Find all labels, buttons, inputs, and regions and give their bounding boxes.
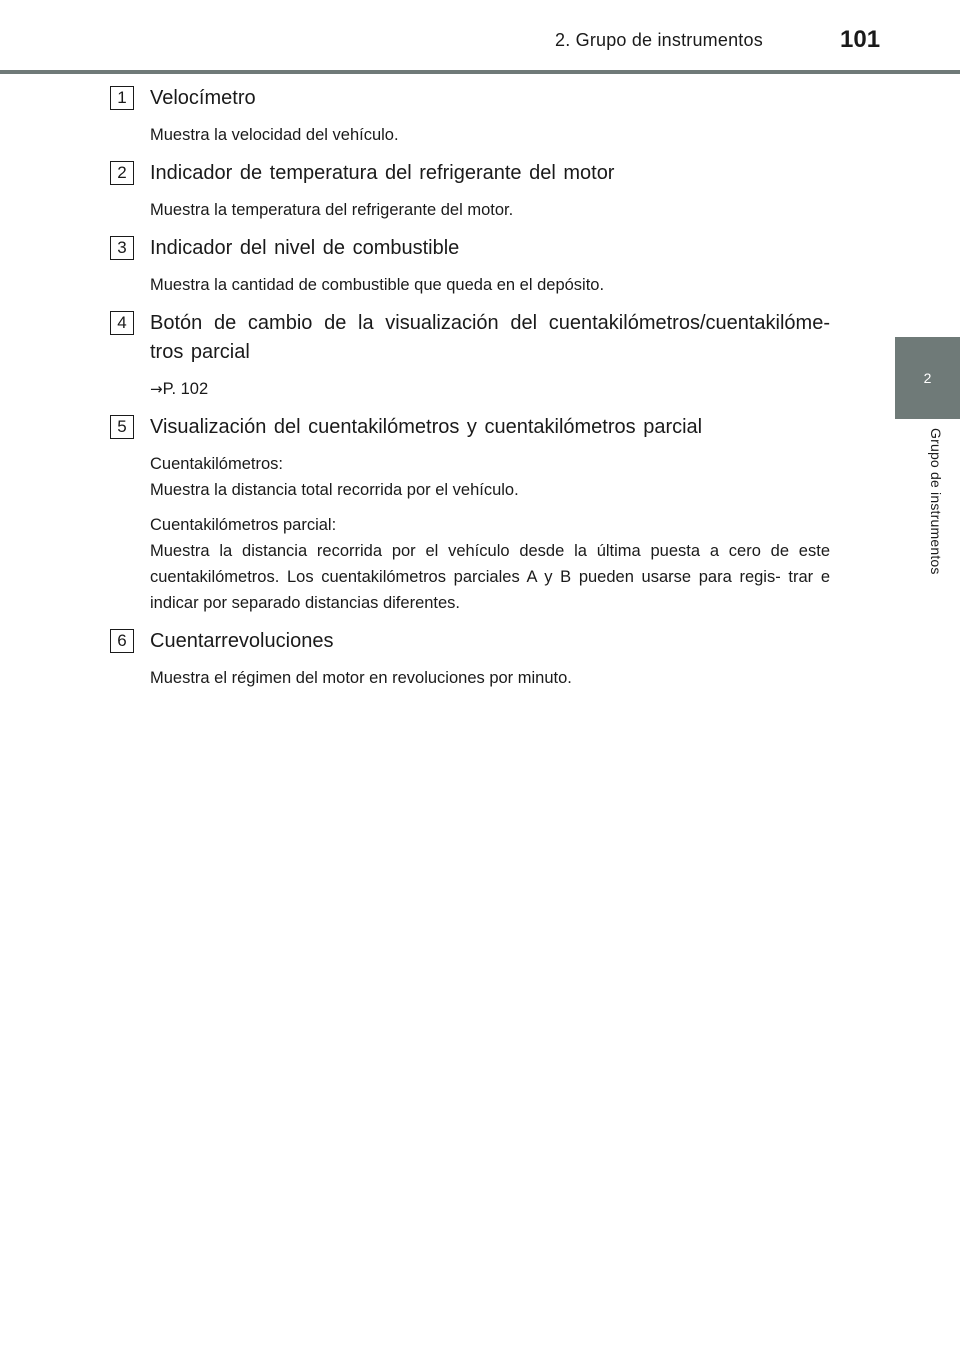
item-title: Velocímetro bbox=[150, 87, 256, 109]
item-title: Indicador de temperatura del refrigerante del motor bbox=[150, 162, 615, 184]
section-title: 2. Grupo de instrumentos bbox=[555, 30, 763, 50]
item-number-badge: 3 bbox=[110, 236, 134, 260]
item-title: Visualización del cuentakilómetros y cuentakilómetros parcial bbox=[150, 416, 703, 438]
item-title: Indicador del nivel de combustible bbox=[150, 237, 460, 259]
body-paragraph: Cuentakilómetros: bbox=[150, 455, 283, 473]
page-reference-text: P. 102 bbox=[162, 380, 209, 398]
item-body bbox=[150, 376, 830, 402]
item-number-badge: 6 bbox=[110, 629, 134, 653]
body-paragraph: Cuentakilómetros parcial: bbox=[150, 516, 337, 534]
item-title: Cuentarrevoluciones bbox=[150, 630, 334, 652]
list-item bbox=[110, 234, 830, 298]
body-paragraph: Muestra la temperatura del refrigerante del motor. bbox=[150, 201, 514, 219]
item-title: Botón de cambio de la visualización del cuentakilómetros/cuentakilóme- tros parcial bbox=[150, 312, 830, 363]
list-item bbox=[110, 84, 830, 148]
item-number-badge: 4 bbox=[110, 311, 134, 335]
item-body bbox=[150, 272, 830, 298]
item-list bbox=[110, 84, 830, 691]
item-number-badge: 2 bbox=[110, 161, 134, 185]
header-rule bbox=[0, 70, 960, 74]
body-paragraph: Muestra la distancia recorrida por el vehículo desde la última puesta a cero de este cuentakilómetros. Los cuentakilómetros parciales A y B pueden usarse para regis- trar e indicar por separado distancias diferentes. bbox=[150, 542, 830, 612]
list-item bbox=[110, 159, 830, 223]
page-reference bbox=[150, 376, 830, 402]
body-paragraph: Muestra el régimen del motor en revoluciones por minuto. bbox=[150, 669, 572, 687]
body-paragraph: Muestra la distancia total recorrida por el vehículo. bbox=[150, 481, 519, 499]
body-paragraph: Muestra la velocidad del vehículo. bbox=[150, 126, 399, 144]
chapter-label: Grupo de instrumentos bbox=[928, 428, 944, 575]
list-item bbox=[110, 627, 830, 691]
page-number: 101 bbox=[840, 26, 881, 53]
chapter-tab bbox=[895, 337, 960, 419]
item-body bbox=[150, 451, 830, 616]
item-number-badge: 1 bbox=[110, 86, 134, 110]
item-body bbox=[150, 197, 830, 223]
list-item bbox=[110, 309, 830, 402]
item-body bbox=[150, 665, 830, 691]
item-number-badge: 5 bbox=[110, 415, 134, 439]
chapter-number: 2 bbox=[923, 370, 932, 386]
list-item bbox=[110, 413, 830, 616]
body-paragraph: Muestra la cantidad de combustible que queda en el depósito. bbox=[150, 276, 605, 294]
arrow-right-icon: → bbox=[150, 380, 163, 398]
item-body bbox=[150, 122, 830, 148]
